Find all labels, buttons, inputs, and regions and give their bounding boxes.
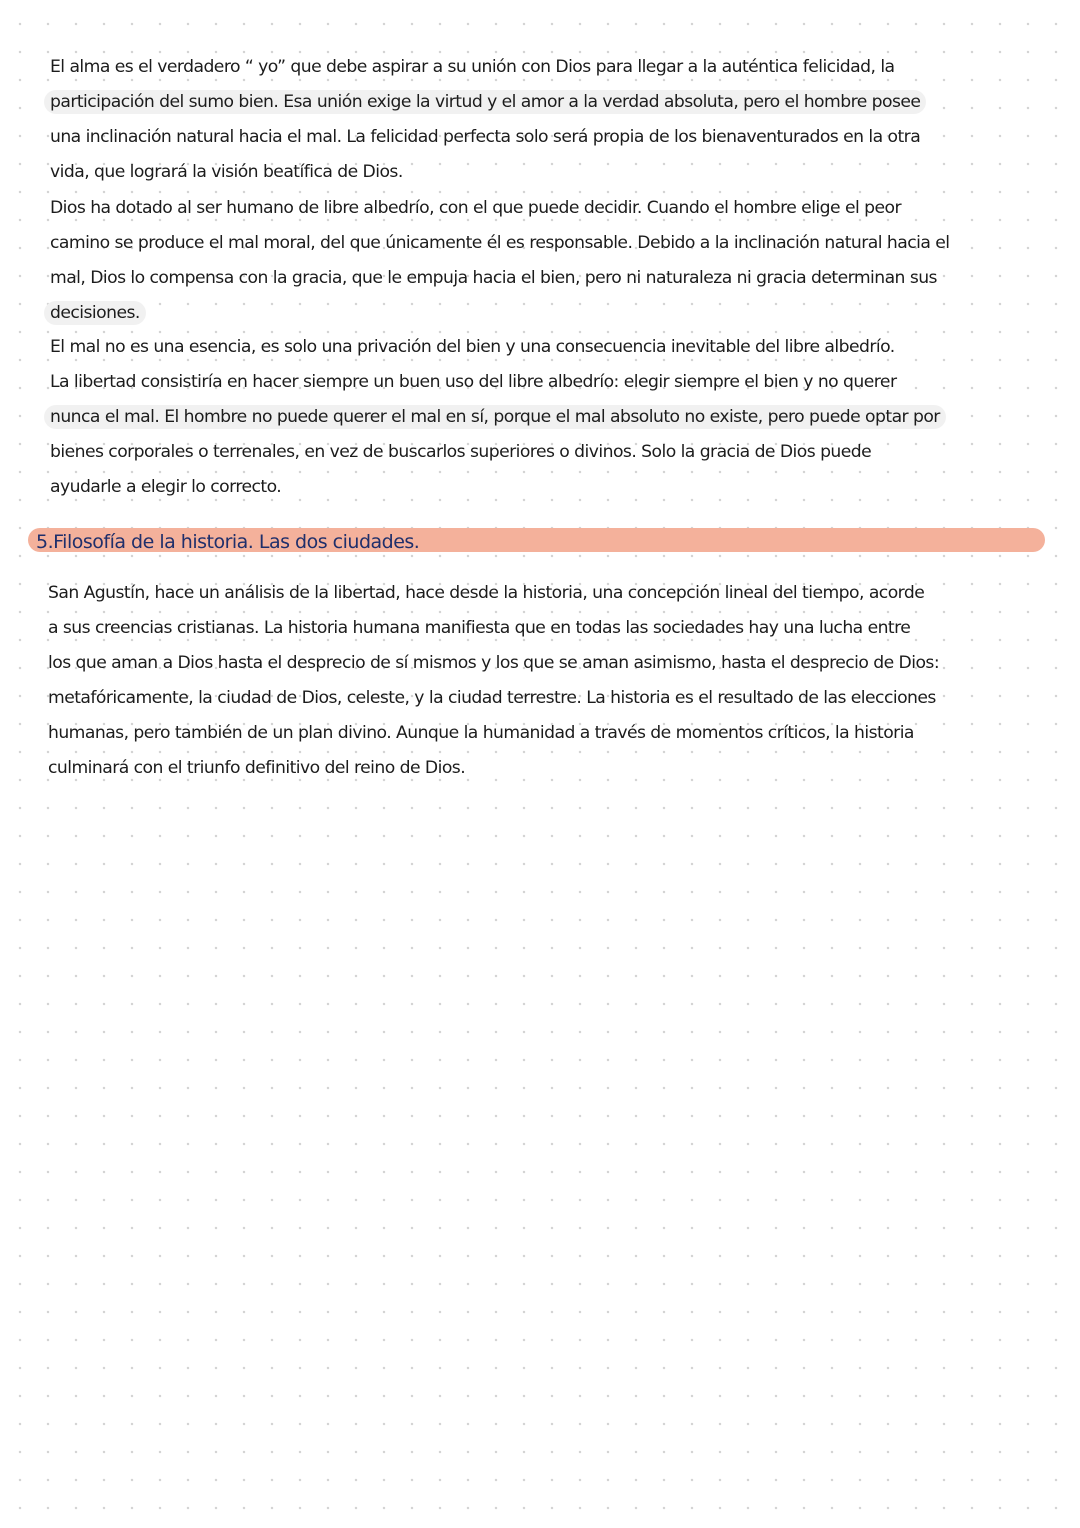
text-line: camino se produce el mal moral, del que únicamente él es responsable. Debido a la inclinación natural hacia el (50, 233, 950, 253)
text-line (50, 85, 1035, 120)
text-line: los que aman a Dios hasta el desprecio de sí mismos y los que se aman asimismo, hasta el desprecio de Dios: (48, 653, 940, 673)
text-line: una inclinación natural hacia el mal. La felicidad perfecta solo será propia de los bienaventurados en la otra (50, 127, 921, 147)
text-line: humanas, pero también de un plan divino. Aunque la humanidad a través de momentos críticos, la historia (48, 723, 914, 743)
text-line: metafóricamente, la ciudad de Dios, celeste, y la ciudad terrestre. La historia es el resultado de las elecciones (48, 688, 936, 708)
text-line: mal, Dios lo compensa con la gracia, que le empuja hacia el bien, pero ni naturaleza ni gracia determinan sus (50, 268, 937, 288)
text-line: San Agustín, hace un análisis de la libertad, hace desde la historia, una concepción lineal del tiempo, acorde (48, 583, 925, 603)
paragraph-alma (50, 50, 1035, 190)
text-line: El alma es el verdadero “ yo” que debe aspirar a su unión con Dios para llegar a la auténtica felicidad, la (50, 57, 895, 77)
paragraph-libertad (50, 365, 1035, 505)
text-line: Dios ha dotado al ser humano de libre albedrío, con el que puede decidir. Cuando el hombre elige el peor (50, 198, 901, 218)
paragraph-libre-albedrio (50, 191, 1035, 331)
text-line: El mal no es una esencia, es solo una privación del bien y una consecuencia inevitable del libre albedrío. (50, 337, 895, 357)
paragraph-historia (48, 576, 1033, 786)
highlighted-text-line: participación del sumo bien. Esa unión exige la virtud y el amor a la verdad absoluta, pero el hombre posee (44, 90, 926, 114)
text-line: a sus creencias cristianas. La historia humana manifiesta que en todas las sociedades hay una lucha entre (48, 618, 911, 638)
section-heading: 5.Filosofía de la historia. Las dos ciudades. (36, 531, 420, 553)
text-line: culminará con el triunfo definitivo del reino de Dios. (48, 758, 466, 778)
text-line: ayudarle a elegir lo correcto. (50, 477, 282, 497)
text-line: vida, que logrará la visión beatífica de Dios. (50, 162, 403, 182)
highlighted-text-line: nunca el mal. El hombre no puede querer el mal en sí, porque el mal absoluto no existe, pero puede optar por (44, 405, 946, 429)
paragraph-mal (50, 330, 1035, 365)
text-line (50, 400, 1035, 435)
highlighted-text-line: decisiones. (44, 301, 146, 325)
text-line (50, 296, 1035, 331)
text-line: bienes corporales o terrenales, en vez de buscarlos superiores o divinos. Solo la gracia de Dios puede (50, 442, 872, 462)
text-line: La libertad consistiría en hacer siempre un buen uso del libre albedrío: elegir siempre el bien y no querer (50, 372, 897, 392)
